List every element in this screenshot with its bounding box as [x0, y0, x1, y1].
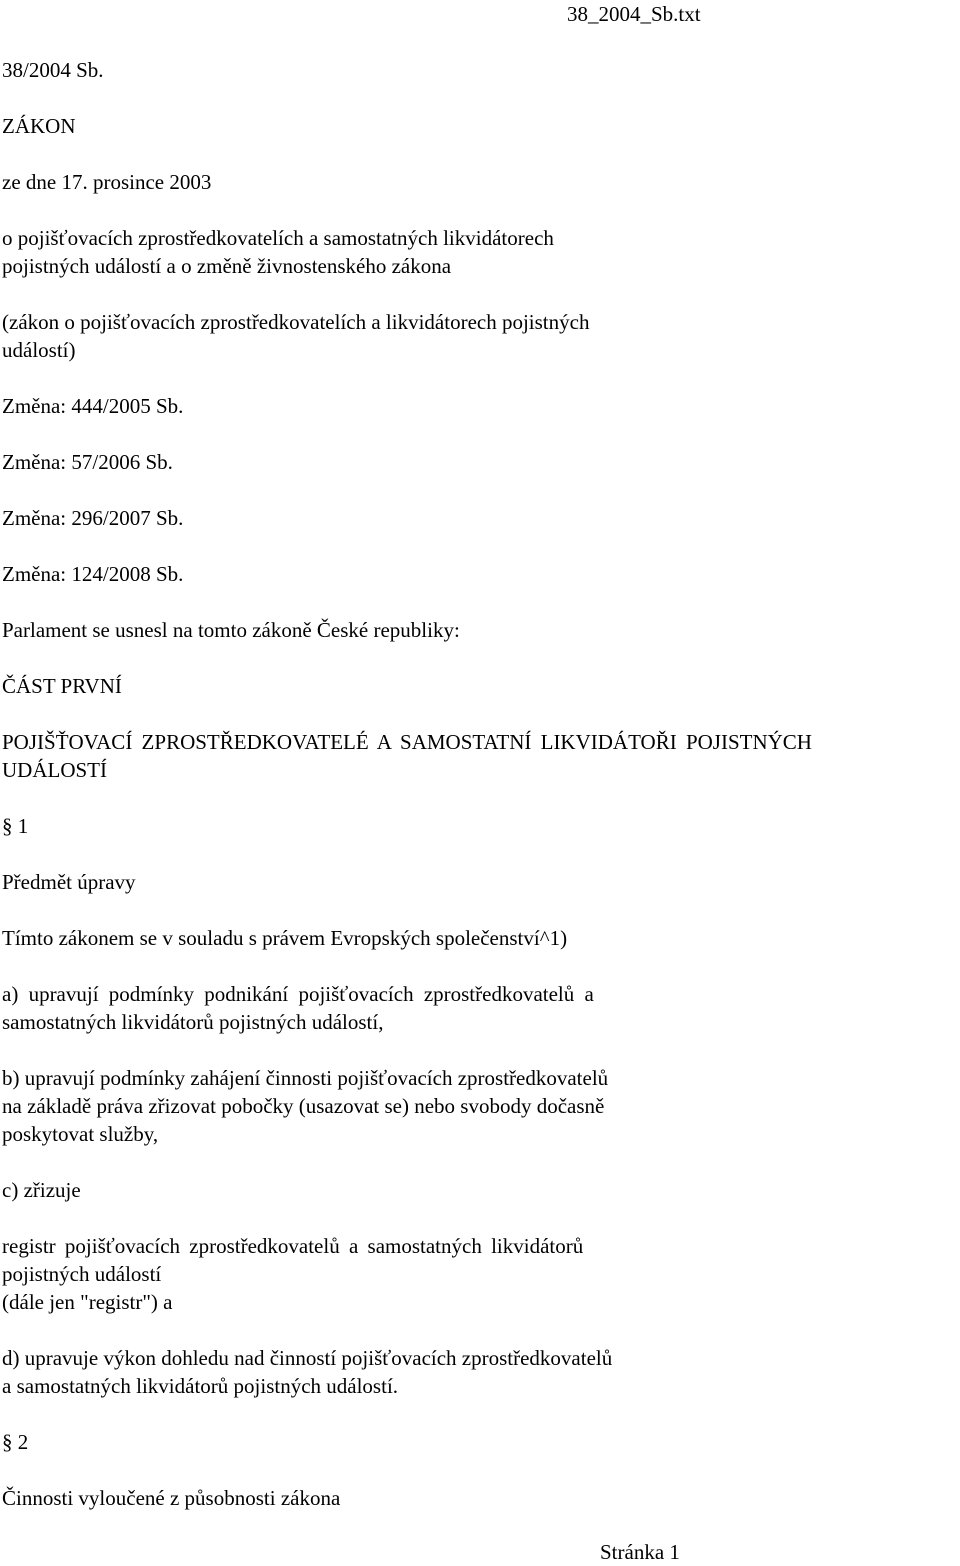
- document-date: ze dne 17. prosince 2003: [2, 170, 212, 194]
- item-b-line-2: na základě práva zřizovat pobočky (usazovat se) nebo svobody dočasně: [2, 1094, 605, 1118]
- title-line-1: o pojišťovacích zprostředkovatelích a samostatných likvidátorech: [2, 226, 554, 250]
- section-1-intro: Tímto zákonem se v souladu s právem Evropských společenství^1): [2, 926, 568, 950]
- section-1-title: Předmět úpravy: [2, 870, 136, 894]
- section-2-mark: [2, 1428, 28, 1456]
- preamble: Parlament se usnesl na tomto zákoně České republiky:: [2, 618, 460, 642]
- short-title-line-2: událostí): [2, 338, 76, 362]
- part-title: [2, 728, 812, 784]
- section-sign-icon: §: [2, 814, 13, 838]
- amendment-4: Změna: 124/2008 Sb.: [2, 562, 184, 586]
- item-b: [2, 1064, 608, 1148]
- section-2-number: 2: [12, 1430, 29, 1454]
- item-d-line-2: a samostatných likvidátorů pojistných událostí.: [2, 1374, 399, 1398]
- section-2-title: Činnosti vyloučené z působnosti zákona: [2, 1486, 341, 1510]
- document-type: ZÁKON: [2, 114, 76, 138]
- document-title: [2, 224, 674, 280]
- title-line-2: pojistných událostí a o změně živnostenského zákona: [2, 254, 452, 278]
- part-heading: ČÁST PRVNÍ: [2, 674, 122, 698]
- page-number: Stránka 1: [600, 1540, 680, 1564]
- item-c-register: [2, 1232, 583, 1316]
- item-c: c) zřizuje: [2, 1178, 81, 1202]
- amendment-2: Změna: 57/2006 Sb.: [2, 450, 173, 474]
- section-sign-icon: §: [2, 1430, 13, 1454]
- item-d: [2, 1344, 612, 1400]
- document-number: 38/2004 Sb.: [2, 58, 104, 82]
- amendment-1: Změna: 444/2005 Sb.: [2, 394, 184, 418]
- item-b-line-1: b) upravují podmínky zahájení činnosti pojišťovacích zprostředkovatelů: [2, 1066, 609, 1090]
- part-title-line-2: UDÁLOSTÍ: [2, 758, 107, 782]
- item-d-line-1: d) upravuje výkon dohledu nad činností pojišťovacích zprostředkovatelů: [2, 1346, 613, 1370]
- document-title-line: [2, 224, 674, 252]
- short-title: [2, 308, 589, 364]
- amendment-3: Změna: 296/2007 Sb.: [2, 506, 184, 530]
- part-title-line-1: POJIŠŤOVACÍ ZPROSTŘEDKOVATELÉ A SAMOSTATNÍ LIKVIDÁTOŘI POJISTNÝCH: [2, 730, 812, 754]
- item-b-line-3: poskytovat služby,: [2, 1122, 159, 1146]
- item-a-line-1: a) upravují podmínky podnikání pojišťovacích zprostředkovatelů a: [2, 982, 594, 1006]
- short-title-line-1: (zákon o pojišťovacích zprostředkovatelích a likvidátorech pojistných: [2, 310, 590, 334]
- item-a: [2, 980, 594, 1036]
- file-name: 38_2004_Sb.txt: [567, 2, 701, 26]
- item-c-register-line-1: registr pojišťovacích zprostředkovatelů a samostatných likvidátorů: [2, 1234, 584, 1258]
- section-1-number: 1: [12, 814, 29, 838]
- item-c-register-line-2: pojistných událostí: [2, 1262, 162, 1286]
- item-a-line-2: samostatných likvidátorů pojistných událostí,: [2, 1010, 384, 1034]
- section-1-mark: [2, 812, 28, 840]
- item-c-register-line-3: (dále jen "registr") a: [2, 1290, 173, 1314]
